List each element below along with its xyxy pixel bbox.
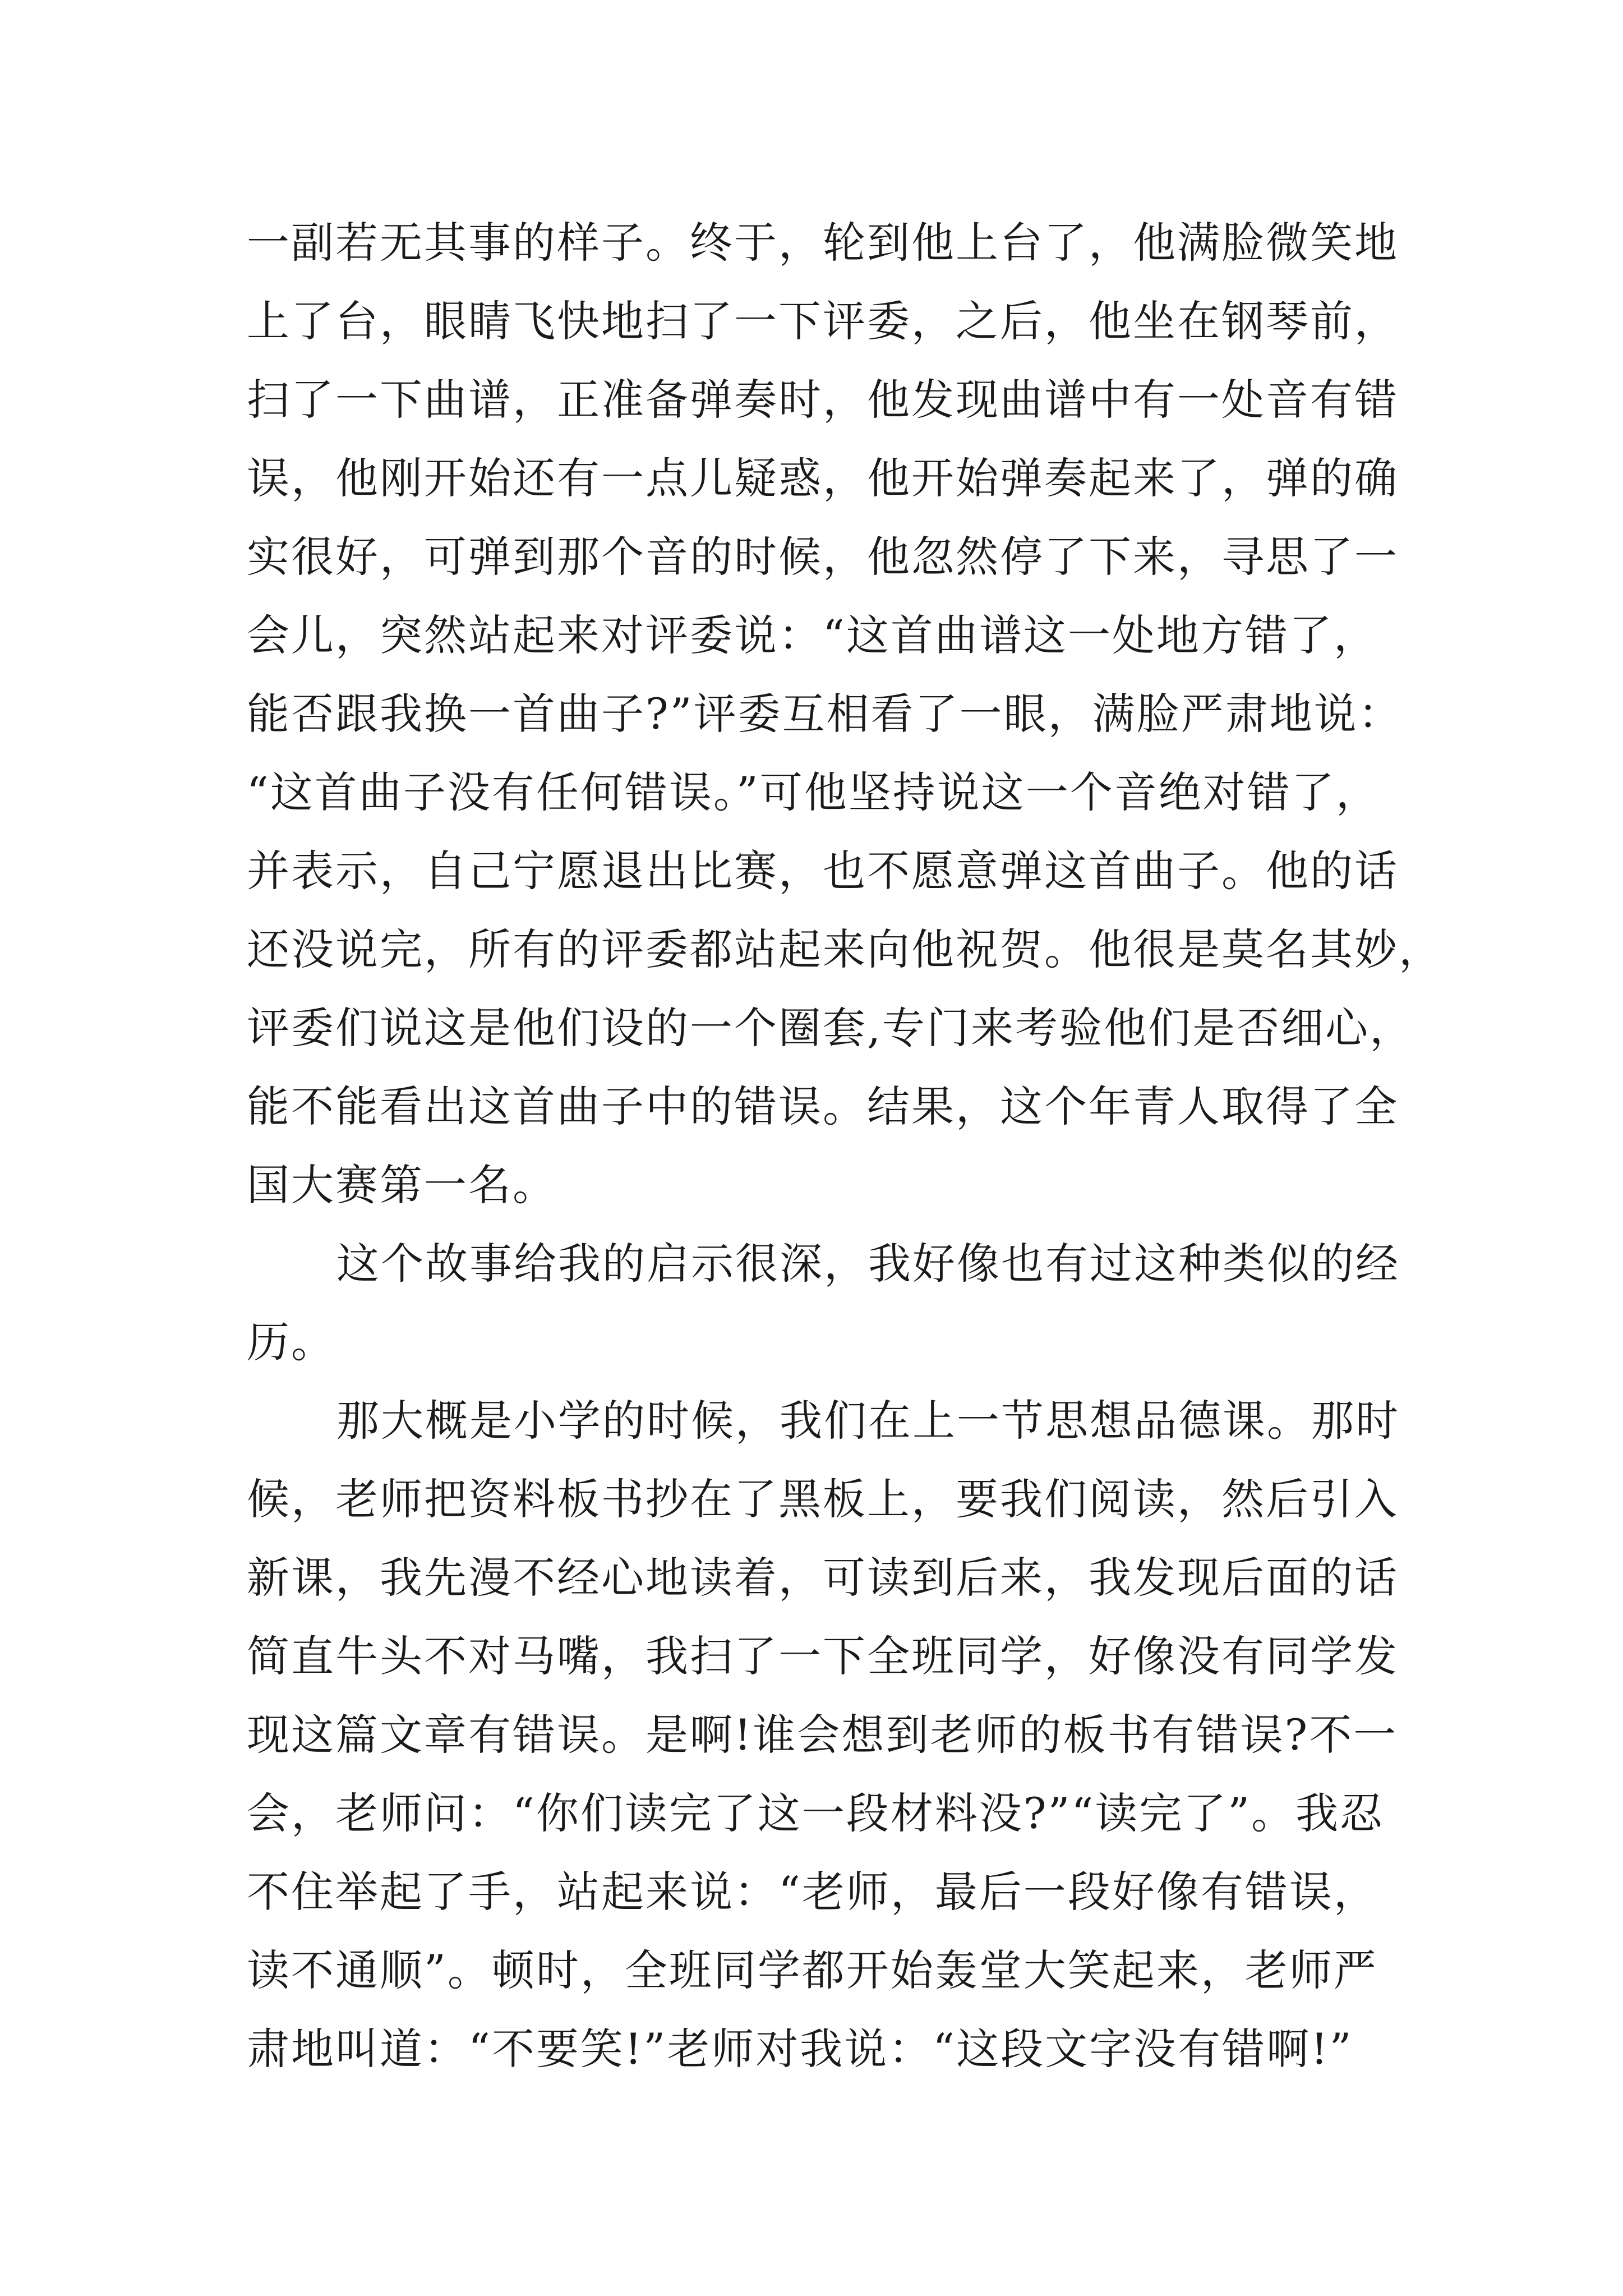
text-line: 一副若无其事的样子。终于，轮到他上台了，他满脸微笑地 bbox=[247, 218, 1399, 268]
text-line: “这首曲子没有任何错误。”可他坚持说这一个音绝对错了， bbox=[247, 767, 1380, 817]
text-line: 上了台，眼睛飞快地扫了一下评委，之后，他坐在钢琴前， bbox=[247, 296, 1399, 346]
text-line: 不住举起了手，站起来说：“老师，最后一段好像有错误， bbox=[247, 1867, 1378, 1917]
paragraph-start-line: 那大概是小学的时候，我们在上一节思想品德课。那时 bbox=[336, 1396, 1400, 1446]
text-line: 还没说完，所有的评委都站起来向他祝贺。他很是莫名其妙， bbox=[247, 924, 1443, 974]
text-line: 会，老师问：“你们读完了这一段材料没?”“读完了”。我忍 bbox=[247, 1788, 1385, 1838]
text-line: 历。 bbox=[247, 1317, 335, 1367]
paragraph-start-line: 这个故事给我的启示很深，我好像也有过这种类似的经 bbox=[336, 1239, 1400, 1289]
text-line: 评委们说这是他们设的一个圈套,专门来考验他们是否细心， bbox=[247, 1003, 1414, 1053]
text-line: 现这篇文章有错误。是啊!谁会想到老师的板书有错误?不一 bbox=[247, 1710, 1398, 1760]
text-line: 扫了一下曲谱，正准备弹奏时，他发现曲谱中有一处音有错 bbox=[247, 375, 1399, 425]
text-line: 会儿，突然站起来对评委说：“这首曲谱这一处地方错了， bbox=[247, 610, 1378, 660]
text-line: 能不能看出这首曲子中的错误。结果，这个年青人取得了全 bbox=[247, 1082, 1399, 1131]
text-line: 新课，我先漫不经心地读着，可读到后来，我发现后面的话 bbox=[247, 1553, 1399, 1603]
text-line: 能否跟我换一首曲子?”评委互相看了一眼，满脸严肃地说： bbox=[247, 689, 1403, 739]
text-line: 肃地叫道：“不要笑!”老师对我说：“这段文字没有错啊!” bbox=[247, 2024, 1353, 2074]
text-line: 并表示，自己宁愿退出比赛，也不愿意弹这首曲子。他的话 bbox=[247, 846, 1399, 896]
text-line: 读不通顺”。顿时，全班同学都开始轰堂大笑起来，老师严 bbox=[247, 1945, 1378, 1995]
text-line: 误，他刚开始还有一点儿疑惑，他开始弹奏起来了，弹的确 bbox=[247, 453, 1399, 503]
text-line: 国大赛第一名。 bbox=[247, 1160, 557, 1210]
text-line: 候，老师把资料板书抄在了黑板上，要我们阅读，然后引入 bbox=[247, 1474, 1399, 1524]
text-line: 实很好，可弹到那个音的时候，他忽然停了下来，寻思了一 bbox=[247, 532, 1399, 582]
text-line: 简直牛头不对马嘴，我扫了一下全班同学，好像没有同学发 bbox=[247, 1631, 1399, 1681]
